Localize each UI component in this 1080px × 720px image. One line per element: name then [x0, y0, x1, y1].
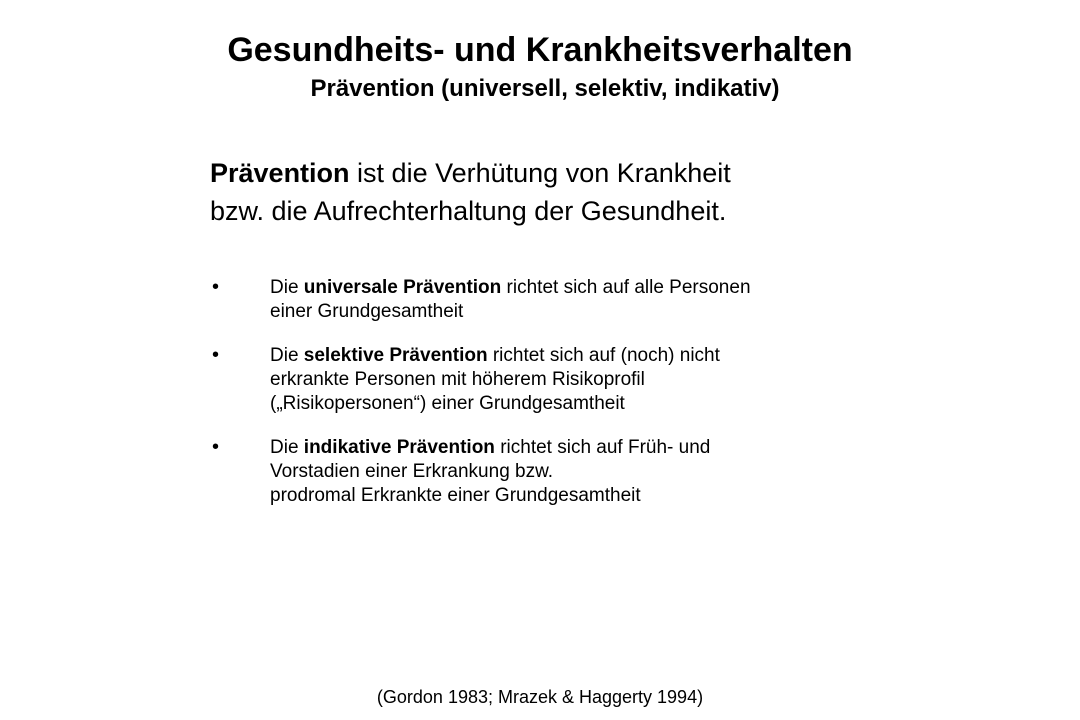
- definition-line1-text: ist die Verhütung von Krankheit: [349, 158, 731, 188]
- list-item-first-line: [270, 436, 910, 460]
- list-item-indicative: [0, 436, 1080, 508]
- definition-term: Prävention: [210, 158, 350, 188]
- citation: (Gordon 1983; Mrazek & Haggerty 1994): [376, 687, 704, 707]
- list-item-rest: richtet sich auf (noch) nicht: [487, 345, 720, 366]
- list-item-selective: [0, 344, 1080, 416]
- list-item-line: einer Grundgesamtheit: [270, 301, 464, 322]
- list-item-rest: richtet sich auf alle Personen: [501, 277, 751, 298]
- prevention-types-list: [0, 276, 1080, 528]
- list-item-prefix: Die: [270, 277, 304, 298]
- definition-line2-text: bzw. die Aufrechterhaltung der Gesundheit.: [210, 196, 727, 226]
- list-item-line: erkrankte Personen mit höherem Risikoprofil: [270, 369, 645, 390]
- list-item-text: [270, 344, 910, 416]
- list-item-term: indikative Prävention: [303, 437, 495, 458]
- list-item-first-line: [270, 276, 910, 300]
- definition-paragraph: [210, 154, 910, 230]
- list-item-universal: [0, 276, 1080, 324]
- list-item-term: universale Prävention: [303, 277, 502, 298]
- list-item-term: selektive Prävention: [303, 345, 488, 366]
- list-item-text: [270, 276, 910, 324]
- list-item-line: prodromal Erkrankte einer Grundgesamtheit: [270, 485, 641, 506]
- slide-title: Gesundheits- und Krankheitsverhalten: [227, 31, 853, 69]
- bullet-icon: •: [212, 344, 220, 366]
- list-item-first-line: [270, 344, 910, 368]
- slide-subtitle: Prävention (universell, selektiv, indikativ): [310, 75, 780, 102]
- list-item-rest: richtet sich auf Früh- und: [494, 437, 711, 458]
- list-item-line: („Risikopersonen“) einer Grundgesamtheit: [270, 393, 625, 414]
- list-item-line: Vorstadien einer Erkrankung bzw.: [270, 461, 554, 482]
- list-item-text: [270, 436, 910, 508]
- list-item-prefix: Die: [270, 437, 304, 458]
- bullet-icon: •: [212, 276, 220, 298]
- list-item-prefix: Die: [270, 345, 304, 366]
- bullet-icon: •: [212, 436, 220, 458]
